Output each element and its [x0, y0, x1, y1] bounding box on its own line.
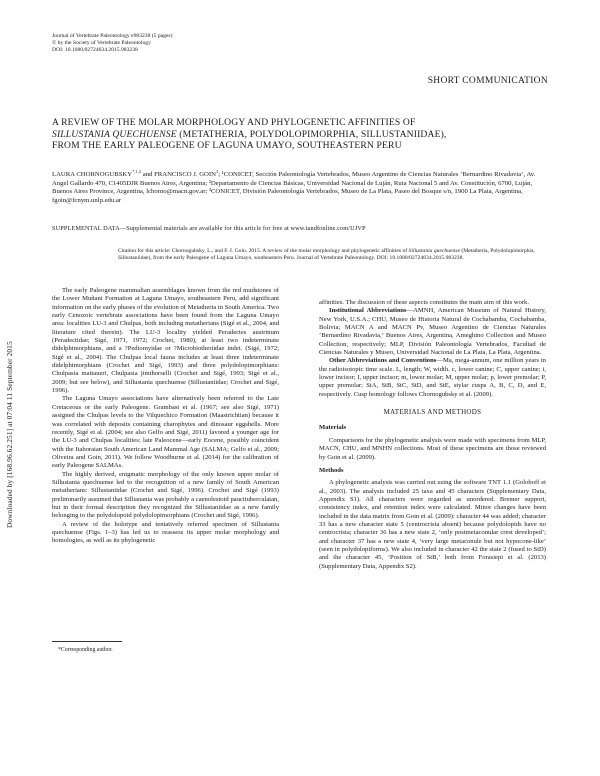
inst-abbrev-text: —AMNH, American Museum of Natural History, New York, U.S.A.; CHU, Museo de Historia Natural de Cochabamba, Cochabamba, Bolivia; MACN A and MACN Pv, Museo Argentino de Ciencias Naturales ‘Bernardino Rivadavia,’ Buenos Aires, Argentina, Ameghino Collection and Museo Collection, respectively; MLP, División Paleontología Vertebrados, Facultad de Ciencias Naturales y Museo, Universidad Nacional de La Plata, La Plata, Argentina. [319, 307, 546, 357]
aim-paragraph: affinities. The discussion of these aspects constitutes the main aim of this work. [319, 299, 529, 306]
intro-paragraph-2: The Laguna Umayo associations have alternatively been referred to the Late Cretaceous or the early Paleogene. Grambast et al. (1967; see also Sigé, 1971) assigned the Chulpas levels to the Vilquechico Formation (Maastrichtian) because it was correlated with deposits containing charophytes and dinosaur eggshells. More recently, Sigé et al. (2004; see also Gelfo and Sigé, 2011) favored a younger age for the LU-3 and Chulpas localities: late Paleocene—early Eocene, possibly coincident with the Itaboraian South American Land Mammal Age (SALMA; Gelfo et al., 2009; Oliveira and Goin, 2011). We follow Woodburne et al. (2014) for the calibration of early Paleogene SALMAs. [52, 395, 279, 470]
author-2: and FRANCISCO J. GOIN [141, 171, 216, 179]
citation-block [118, 248, 538, 263]
other-abbrev-text: —Ma, mega-annum, one million years in the radioisotopic time scale. L, length; W, width. c, lower canine; C, upper canine; i, lower incisor; I, upper incisor; m, lower molar; M, upper molar; p, lower premolar; P, upper premolar; StA, StB, StC, StD, and StE, stylar cusps A, B, C, D, and E, respectively. Cusp homology follows Chornogubsky et al. (2009). [319, 357, 546, 398]
methods-paragraph: A phylogenetic analysis was carried out using the software TNT 1.1 (Goloboff et al., 2003). The analysis included 25 taxa and 45 characters (Supplementary Data, Appendix S1). All characters were regarded as unordered. Bremer support, consistency index, and retention index were calculated. Minor changes have been included in the data matrix from Goin et al. (2009): character 44 was added; character 33 has a new character state 5 (centrocrista absent) because polydolopids have no centrocrista; character 36 has a new state 2, ‘only postmetaconular crest developed’; and character 37 has a new state 4, ‘very large metaconule but not hypocone-like’ (seen in polydolopiforms). We also included in character 42 the state 2 (fused to StD) and the character 45, ‘Position of StB,’ both from Forasiepi et al. (2013) (Supplementary Data, Appendix S2). [319, 479, 546, 570]
title-line-2-rest: (METATHERIA, POLYDOLOPIMORPHIA, SILLUSTANIIDAE), [176, 128, 447, 140]
doi-line: DOI: 10.1080/02724634.2015.983238 [52, 47, 138, 53]
authors-affiliations [52, 168, 552, 206]
methods-heading: Methods [319, 466, 344, 474]
other-abbreviations [319, 357, 546, 399]
corresponding-author-footnote: *Corresponding author. [58, 647, 113, 653]
supplemental-data-note: SUPPLEMENTAL DATA—Supplemental materials are available for this article for free at www.tandfonline.com/UJVP [52, 225, 366, 232]
materials-paragraph: Comparisons for the phylogenetic analysis were made with specimens from MLP, MACN, CHU, and MNHN collections. Most of these specimens are those reviewed by Goin et al. (2009). [319, 436, 546, 461]
left-column [52, 287, 279, 546]
institutional-abbreviations [319, 307, 546, 357]
affiliations: ; ¹CONICET, Sección Paleontología Vertebrados, Museo Argentino de Ciencias Naturales ‘Bernardino Rivadavia’, Av. Angel Gallardo 470, C1405DJR Buenos Aires, Argentina; ²Departamento de Ciencias Básicas, Universidad Nacional de Luján, Ruta Nacional 5 and Av. Constitución, 6700, Luján, Buenos Aires Province, Argentina, lchorno@macn.gov.ar; ³CONICET, División Paleontología Vertebrados, Museo de La Plata, Paseo del Bosque s/n, 1900 La Plata, Argentina, fgoin@fcnym.unlp.edu.ar [52, 171, 536, 205]
author-1-marks: *,1,2 [132, 169, 142, 174]
article-title [52, 117, 552, 152]
author-2-marks: 3 [215, 169, 219, 174]
intro-paragraph-1: The early Paleogene mammalian assemblages known from the red mudstones of the Lower Muñani Formation at Laguna Umayo, southeastern Peru, add significant information on the early phases of the evolution of Metatheria in South America. Two early Cenozoic vertebrate associations have been found from the Laguna Umayo area: localities LU-3 and Chulpas, both including metatherians (Sigé et al., 2004, and literature cited therein). The LU-3 locality yielded Peradectes austrinum (Peradectidae; Sigé, 1971, 1972; Crochet, 1980), at least two indeterminate didelphimorphians, and a ?Pediomyidae or ?Microbiotheriidae indet. (Sigé, 1972; Sigé et al., 2004). The Chulpas local fauna includes at least three indeterminate didelphimorphians (Crochet and Sigé, 1993) and three polydolopimorphians: Chulpasia mattaueri, Chulpasia jimthorselli (Crochet and Sigé, 1993; Sigé et al., 2009; but see below), and Sillustania quechuense (Sillustaniidae; Crochet and Sigé, 1996). [52, 287, 279, 395]
materials-methods-heading: MATERIALS AND METHODS [383, 408, 482, 417]
inst-abbrev-heading: Institutional Abbreviations [329, 307, 407, 315]
author-1: LAURA CHORNOGUBSKY [52, 171, 133, 179]
citation-part-2: (Metatheria, Polydolopimorphia, Sillustaniidae), from the early Paleogene of Laguna Umayo, southeastern Peru. Journal of Vertebrate Paleontology. DOI: 10.1080/02724634.2015.983238. [118, 248, 535, 262]
intro-paragraph-3: The highly derived, enigmatic morphology of the only known upper molar of Sillustania quechuense led to the recognition of a new family of South American metatherians: Sillustaniidae (Crochet and Sigé, 1996). Crochet and Sigé (1993) preliminarily assumed that Sillustania was probably a caenolestoid paucituberculatan, but in their formal description they recognized the Sillustaniidae as a new family belonging to the polydolopoid polydolopimorphians (Crochet and Sigé, 1996). [52, 470, 279, 520]
download-stamp: Downloaded by [168.96.62.251] at 07:04 11 September 2015 [5, 341, 14, 528]
materials-heading: Materials [319, 424, 347, 432]
journal-header [52, 33, 172, 54]
intro-paragraph-4: A review of the holotype and tentatively referred specimen of Sillustania quechuense (Figs. 1–3) has led us to reassess its upper molar morphology and homologies, as well as its phylogenetic [52, 520, 279, 545]
citation-part-1: Citation for this article: Chornogubsky, L., and F. J. Goin. 2015. A review of the molar morphology and phylogenetic affinities of [118, 248, 409, 254]
citation-taxon: Sillustania quechuense [408, 248, 460, 254]
other-abbrev-heading: Other Abbreviations and Conventions [329, 357, 437, 365]
copyright-line: © by the Society of Vertebrate Paleontology [52, 40, 151, 46]
journal-line: Journal of Vertebrate Paleontology e983238 (5 pages) [52, 33, 173, 39]
title-line-1: A REVIEW OF THE MOLAR MORPHOLOGY AND PHYLOGENETIC AFFINITIES OF [52, 117, 416, 128]
footnote-rule [52, 641, 122, 642]
title-line-2 [52, 129, 552, 141]
section-label: SHORT COMMUNICATION [427, 76, 548, 86]
title-taxon: SILLUSTANIA QUECHUENSE [52, 128, 177, 140]
title-line-3: FROM THE EARLY PALEOGENE OF LAGUNA UMAYO, SOUTHEASTERN PERU [52, 140, 402, 151]
right-column [319, 299, 546, 571]
